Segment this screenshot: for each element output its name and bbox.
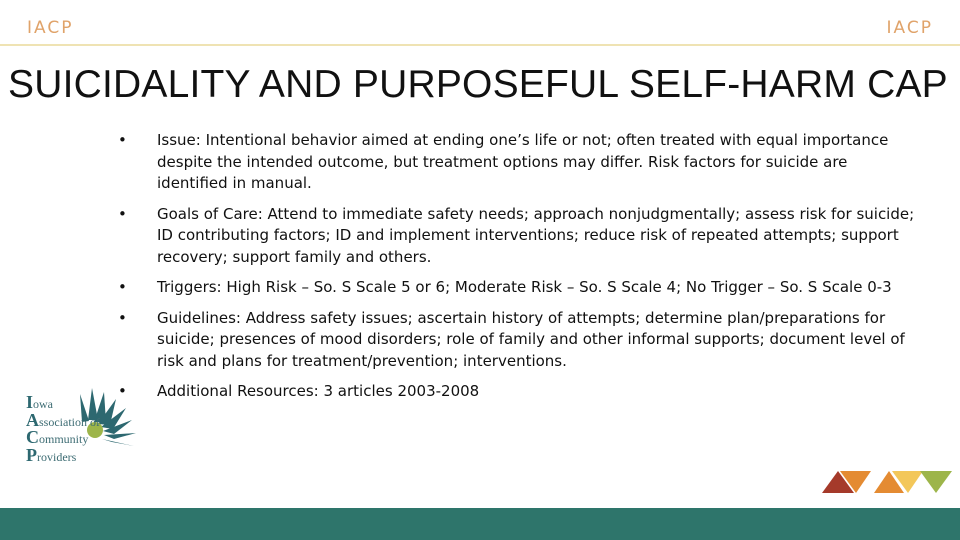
bullet-item-guidelines	[116, 308, 916, 373]
bullet-text: Issue: Intentional behavior aimed at ending one’s life or not; often treated with equal importance despite the intended outcome, but treatment options may differ. Risk factors for suicide are identified in manual.	[157, 131, 889, 192]
logo-wordmark: Iowa Association of Community Providers	[26, 392, 100, 465]
bullet-icon: •	[118, 204, 127, 223]
footer-band	[0, 508, 960, 540]
triangle-icon	[920, 471, 952, 493]
decorative-triangles	[822, 471, 952, 495]
brand-logo-right: IACP	[886, 18, 933, 38]
brand-logo-left: IACP	[27, 18, 74, 38]
bullet-item-triggers	[116, 277, 916, 299]
bullet-text: Guidelines: Address safety issues; ascertain history of attempts; determine plan/preparations for suicide; presences of mood disorders; role of family and other informal supports; document level of risk and plans for treatment/prevention; interventions.	[157, 308, 905, 370]
bullet-item-resources	[116, 381, 916, 403]
bullet-icon: •	[118, 131, 127, 149]
organization-logo	[22, 382, 152, 467]
bullet-text: Additional Resources: 3 articles 2003-2008	[157, 382, 480, 400]
bullet-list	[116, 130, 916, 412]
bullet-icon: •	[118, 382, 127, 400]
bullet-item-issue	[116, 130, 916, 195]
bullet-icon: •	[118, 308, 127, 327]
bullet-text: Goals of Care: Attend to immediate safety needs; approach nonjudgmentally; assess risk for suicide; ID contributing factors; ID and implement interventions; reduce risk of repeated attempts; support recovery; support family and others.	[157, 204, 915, 266]
slide-title: SUICIDALITY AND PURPOSEFUL SELF-HARM CAP	[8, 63, 948, 106]
bullet-item-goals	[116, 204, 916, 269]
header-divider	[0, 44, 960, 46]
bullet-text: Triggers: High Risk – So. S Scale 5 or 6; Moderate Risk – So. S Scale 4; No Trigger – So. S Scale 0-3	[157, 278, 892, 296]
bullet-icon: •	[118, 278, 127, 296]
